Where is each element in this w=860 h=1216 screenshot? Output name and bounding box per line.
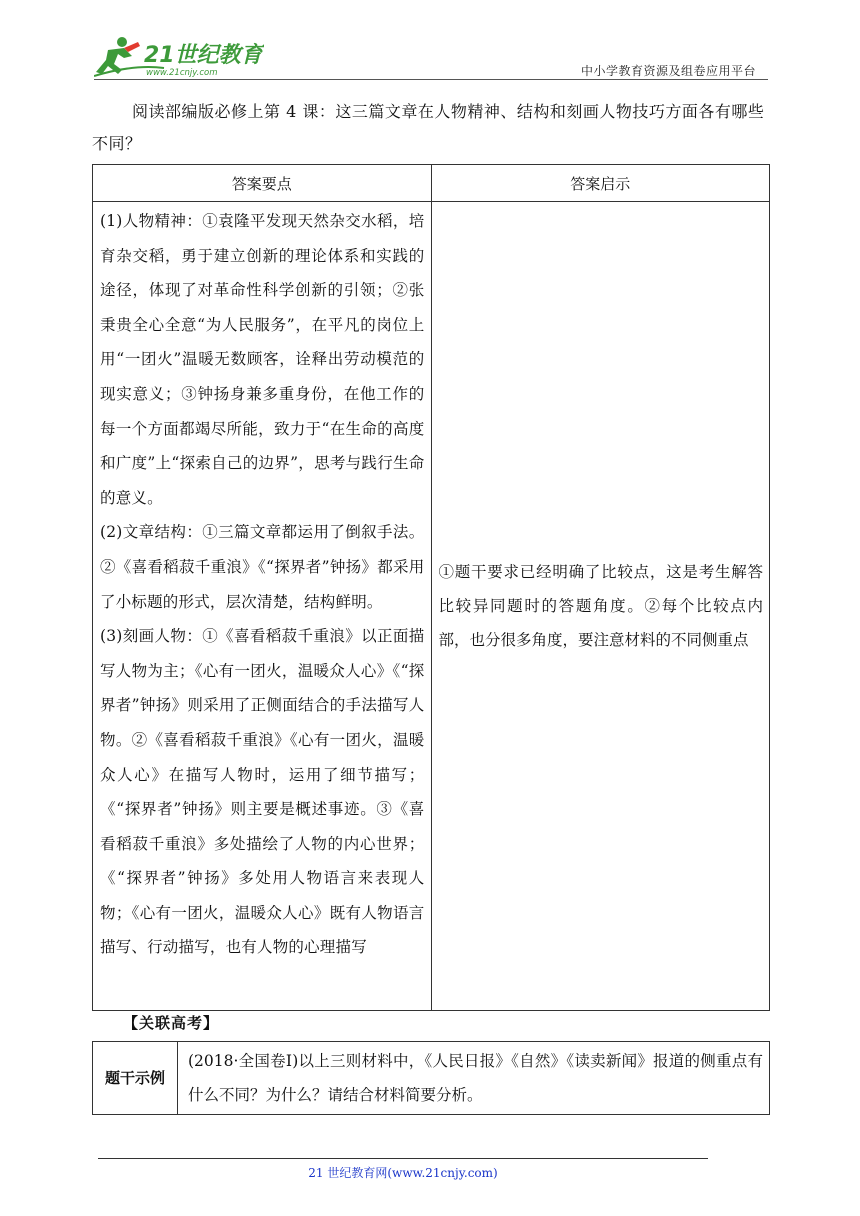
table-header-row (93, 165, 770, 202)
header-divider (94, 79, 768, 80)
table-row (93, 1042, 770, 1115)
site-logo (94, 34, 264, 80)
logo-text: 21世纪教育 (144, 43, 263, 68)
platform-name: 中小学教育资源及组卷应用平台 (580, 64, 756, 78)
logo-url: www.21cnjy.com (146, 68, 218, 78)
related-row-head: 题干示例 (93, 1042, 178, 1115)
answer-paragraph-portrayal: (3)刻画人物：①《喜看稻菽千重浪》以正面描写人物为主；《心有一团火，温暖众人心》《“探界者”钟扬》则采用了正侧面结合的手法描写人物。②《喜看稻菽千重浪》《心有一团火，温暖众人心》在描写人物时，运用了细节描写；《“探界者”钟扬》则主要是概述事迹。③《喜看稻菽千重浪》多处描绘了人物的内心世界；《“探界者”钟扬》多处用人物语言来表现人物；《心有一团火，温暖众人心》既有人物语言描写、行动描写，也有人物的心理描写 (100, 627, 425, 957)
header-answer-points: 答案要点 (93, 165, 432, 202)
answer-paragraph-spirit: (1)人物精神：①袁隆平发现天然杂交水稻，培育杂交稻，勇于建立创新的理论体系和实践的途径，体现了对革命性科学创新的引领；②张秉贵全心全意“为人民服务”，在平凡的岗位上用“一团火”温暖无数顾客，诠释出劳动模范的现实意义；③钟扬身兼多重身份，在他工作的每一个方面都竭尽所能，致力于“在生命的高度和广度”上“探索自己的边界”，思考与践行生命的意义。 (100, 212, 425, 507)
related-exam-label: 【关联高考】 (123, 1014, 220, 1032)
question-text: 阅读部编版必修上第 4 课：这三篇文章在人物精神、结构和刻画人物技巧方面各有哪些不同？ (92, 102, 765, 153)
footer-link[interactable]: 21 世纪教育网(www.21cnjy.com) (308, 1166, 498, 1180)
answer-hint-cell: ①题干要求已经明确了比较点，这是考生解答比较异同题时的答题角度。②每个比较点内部，也分很多角度，要注意材料的不同侧重点 (431, 202, 770, 1011)
table-row (93, 202, 770, 1011)
related-exam-table (92, 1041, 770, 1115)
related-row-body: (2018·全国卷Ⅰ)以上三则材料中，《人民日报》《自然》《读卖新闻》报道的侧重点有什么不同？为什么？请结合材料简要分析。 (178, 1042, 770, 1115)
answer-table (92, 164, 770, 1011)
answer-points-cell (93, 202, 432, 1011)
answer-paragraph-structure: (2)文章结构：①三篇文章都运用了倒叙手法。②《喜看稻菽千重浪》《“探界者”钟扬》都采用了小标题的形式，层次清楚，结构鲜明。 (100, 523, 425, 611)
header-answer-hints: 答案启示 (431, 165, 770, 202)
footer-divider (98, 1158, 708, 1159)
